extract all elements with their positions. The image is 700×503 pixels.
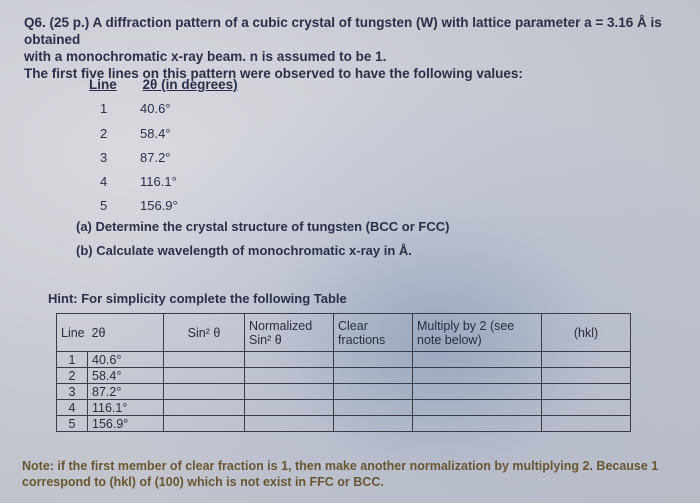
cell-empty: [334, 400, 413, 416]
table-row: [57, 352, 631, 368]
cell-empty: [245, 400, 334, 416]
row-number: 2: [100, 126, 108, 141]
table-row: [57, 416, 631, 432]
th-line: Line 2θ: [57, 314, 164, 352]
row-angle: 58.4°: [140, 126, 171, 141]
row-angle: 156.9°: [140, 198, 178, 213]
cell-empty: [413, 416, 542, 432]
cell-empty: [334, 368, 413, 384]
table-row: [57, 368, 631, 384]
th-sin2: Sin² θ: [164, 314, 245, 352]
lines-row: [100, 198, 178, 213]
table-row: [57, 384, 631, 400]
cell-empty: [542, 368, 631, 384]
cell-angle: 40.6°: [88, 352, 164, 368]
hint-table: [56, 313, 631, 432]
cell-line: 3: [57, 384, 88, 400]
note-text: Note: if the first member of clear fraction is 1, then make another normalization by multiplying 2. Because 1 correspond to (hkl) of (100) which is not exist in FFC or BCC.: [22, 459, 659, 489]
question-text: [24, 14, 664, 82]
cell-empty: [334, 416, 413, 432]
th-multiply: Multiply by 2 (see note below): [413, 314, 542, 352]
cell-angle: 116.1°: [88, 400, 164, 416]
question-line-3: The first five lines on this pattern were observed to have the following values:: [24, 66, 523, 81]
cell-empty: [334, 384, 413, 400]
cell-empty: [164, 352, 245, 368]
cell-angle: 58.4°: [88, 368, 164, 384]
cell-empty: [164, 416, 245, 432]
question-prefix: Q6. (25 p.) A diffraction pattern of a cubic crystal of tungsten (W) with lattice parameter: [24, 15, 581, 30]
cell-empty: [245, 352, 334, 368]
lines-table-header: [89, 77, 260, 92]
cell-empty: [245, 416, 334, 432]
row-number: 4: [100, 174, 108, 189]
cell-empty: [542, 400, 631, 416]
header-line: Line: [89, 77, 117, 92]
cell-empty: [164, 400, 245, 416]
cell-empty: [413, 384, 542, 400]
cell-line: 2: [57, 368, 88, 384]
row-number: 5: [100, 198, 108, 213]
row-angle: 40.6°: [140, 101, 171, 116]
part-a: (a) Determine the crystal structure of tungsten (BCC or FCC): [76, 219, 450, 234]
cell-empty: [542, 416, 631, 432]
lines-row: [100, 150, 171, 165]
cell-empty: [334, 352, 413, 368]
cell-empty: [245, 384, 334, 400]
cell-empty: [164, 368, 245, 384]
cell-line: 4: [57, 400, 88, 416]
cell-empty: [164, 384, 245, 400]
table-row: [57, 400, 631, 416]
th-normalized: Normalized Sin² θ: [245, 314, 334, 352]
cell-line: 1: [57, 352, 88, 368]
hint-text: Hint: For simplicity complete the following Table: [48, 291, 347, 306]
cell-angle: 87.2°: [88, 384, 164, 400]
cell-empty: [413, 368, 542, 384]
cell-empty: [542, 384, 631, 400]
hint-table-header: [57, 314, 631, 352]
lines-row: [100, 174, 177, 189]
lines-row: [100, 101, 171, 116]
cell-empty: [542, 352, 631, 368]
cell-empty: [413, 352, 542, 368]
part-b: (b) Calculate wavelength of monochromatic x-ray in Å.: [76, 243, 412, 258]
lattice-parameter: a = 3.16 Å is obtained: [24, 15, 662, 47]
cell-empty: [245, 368, 334, 384]
th-hkl: (hkl): [542, 314, 631, 352]
th-clear-fractions: Clear fractions: [334, 314, 413, 352]
row-number: 1: [100, 101, 108, 116]
question-line-2: with a monochromatic x-ray beam. n is assumed to be 1.: [24, 49, 387, 64]
row-angle: 116.1°: [140, 174, 177, 189]
cell-empty: [413, 400, 542, 416]
lines-row: [100, 126, 171, 141]
cell-line: 5: [57, 416, 88, 432]
row-angle: 87.2°: [140, 150, 171, 165]
cell-angle: 156.9°: [88, 416, 164, 432]
row-number: 3: [100, 150, 108, 165]
header-angle: 2θ (in degrees): [142, 77, 238, 92]
